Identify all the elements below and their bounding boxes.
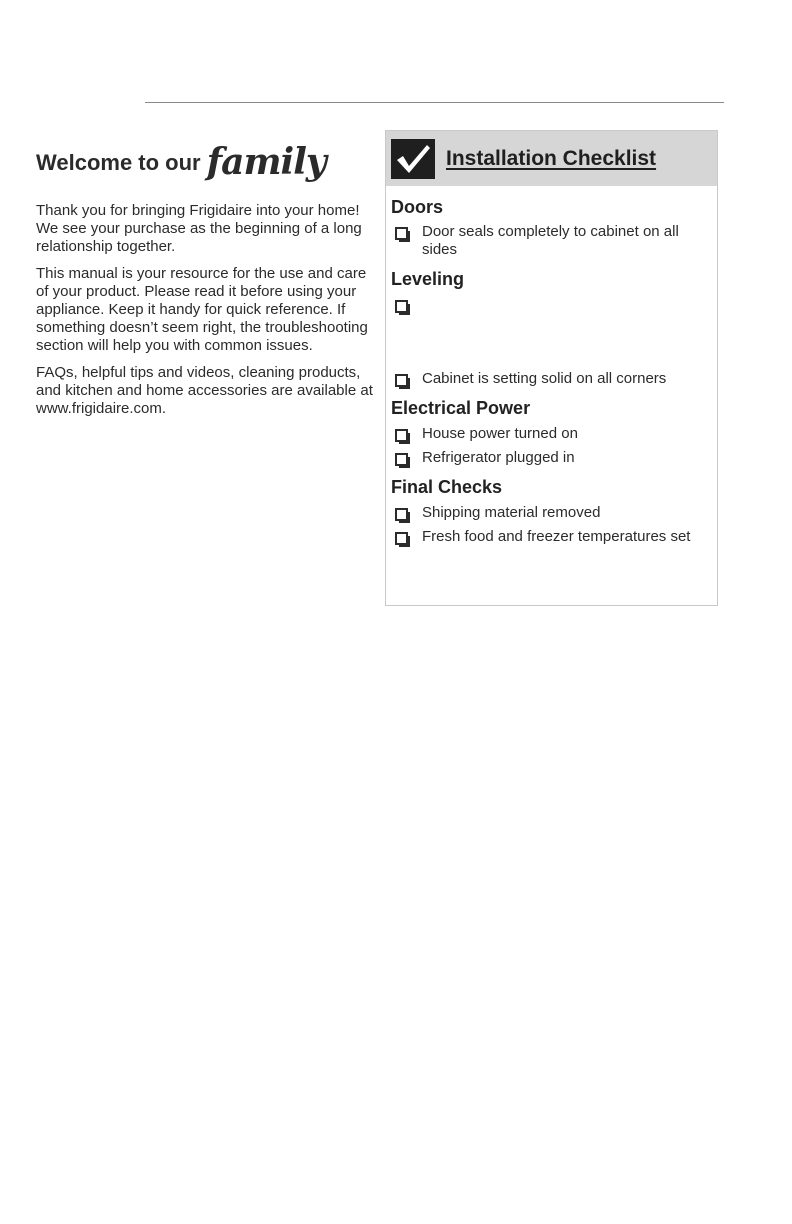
checklist-item-label: Shipping material removed: [422, 504, 601, 521]
checklist-item[interactable]: [391, 504, 712, 522]
checklist-item[interactable]: [391, 449, 712, 467]
checkbox-icon[interactable]: [395, 300, 408, 313]
checklist-section-final-checks: [391, 476, 712, 546]
welcome-paragraph: This manual is your resource for the use and care of your product. Please read it before using your appliance. Keep it handy for quick reference. If something doesn’t seem right, the troubleshooting section will help you with common issues.: [36, 265, 368, 354]
section-title: Leveling: [391, 269, 465, 289]
checkmark-icon: [391, 139, 435, 179]
checklist-header: [386, 131, 717, 186]
checklist-item-label: Fresh food and freezer temperatures set: [422, 528, 691, 545]
checklist-body: [386, 186, 717, 546]
checkbox-icon[interactable]: [395, 453, 408, 466]
welcome-section: [36, 140, 376, 418]
checklist-item[interactable]: [391, 223, 712, 259]
checklist-section-electrical-power: [391, 397, 712, 467]
checklist-item[interactable]: [391, 370, 712, 388]
installation-checklist: [385, 130, 718, 606]
section-title: Final Checks: [391, 477, 503, 497]
welcome-paragraph: FAQs, helpful tips and videos, cleaning products, and kitchen and home accessories are available at www.frigidaire.com.: [36, 364, 373, 417]
welcome-heading-text: Welcome to our: [36, 150, 201, 175]
checklist-item-label: House power turned on: [422, 425, 578, 442]
checkbox-icon[interactable]: [395, 227, 408, 240]
welcome-paragraph: Thank you for bringing Frigidaire into your home! We see your purchase as the beginning of a long relationship together.: [36, 202, 362, 255]
checklist-item[interactable]: [391, 425, 712, 443]
checkbox-icon[interactable]: [395, 429, 408, 442]
checklist-section-doors: [391, 196, 712, 259]
checklist-title: Installation Checklist: [446, 146, 657, 170]
checklist-item[interactable]: [391, 296, 712, 370]
checklist-item-label: Door seals completely to cabinet on all sides: [422, 223, 679, 258]
checkbox-icon[interactable]: [395, 374, 408, 387]
checklist-item-label: Cabinet is setting solid on all corners: [422, 370, 667, 387]
welcome-heading: [36, 140, 376, 183]
welcome-heading-script: family: [206, 141, 326, 183]
checklist-item[interactable]: [391, 528, 712, 546]
top-rule: [145, 102, 724, 103]
section-title: Electrical Power: [391, 398, 531, 418]
checklist-section-leveling: [391, 268, 712, 388]
section-title: Doors: [391, 197, 444, 217]
checkbox-icon[interactable]: [395, 532, 408, 545]
checkbox-icon[interactable]: [395, 508, 408, 521]
checklist-item-label: Refrigerator plugged in: [422, 449, 575, 466]
